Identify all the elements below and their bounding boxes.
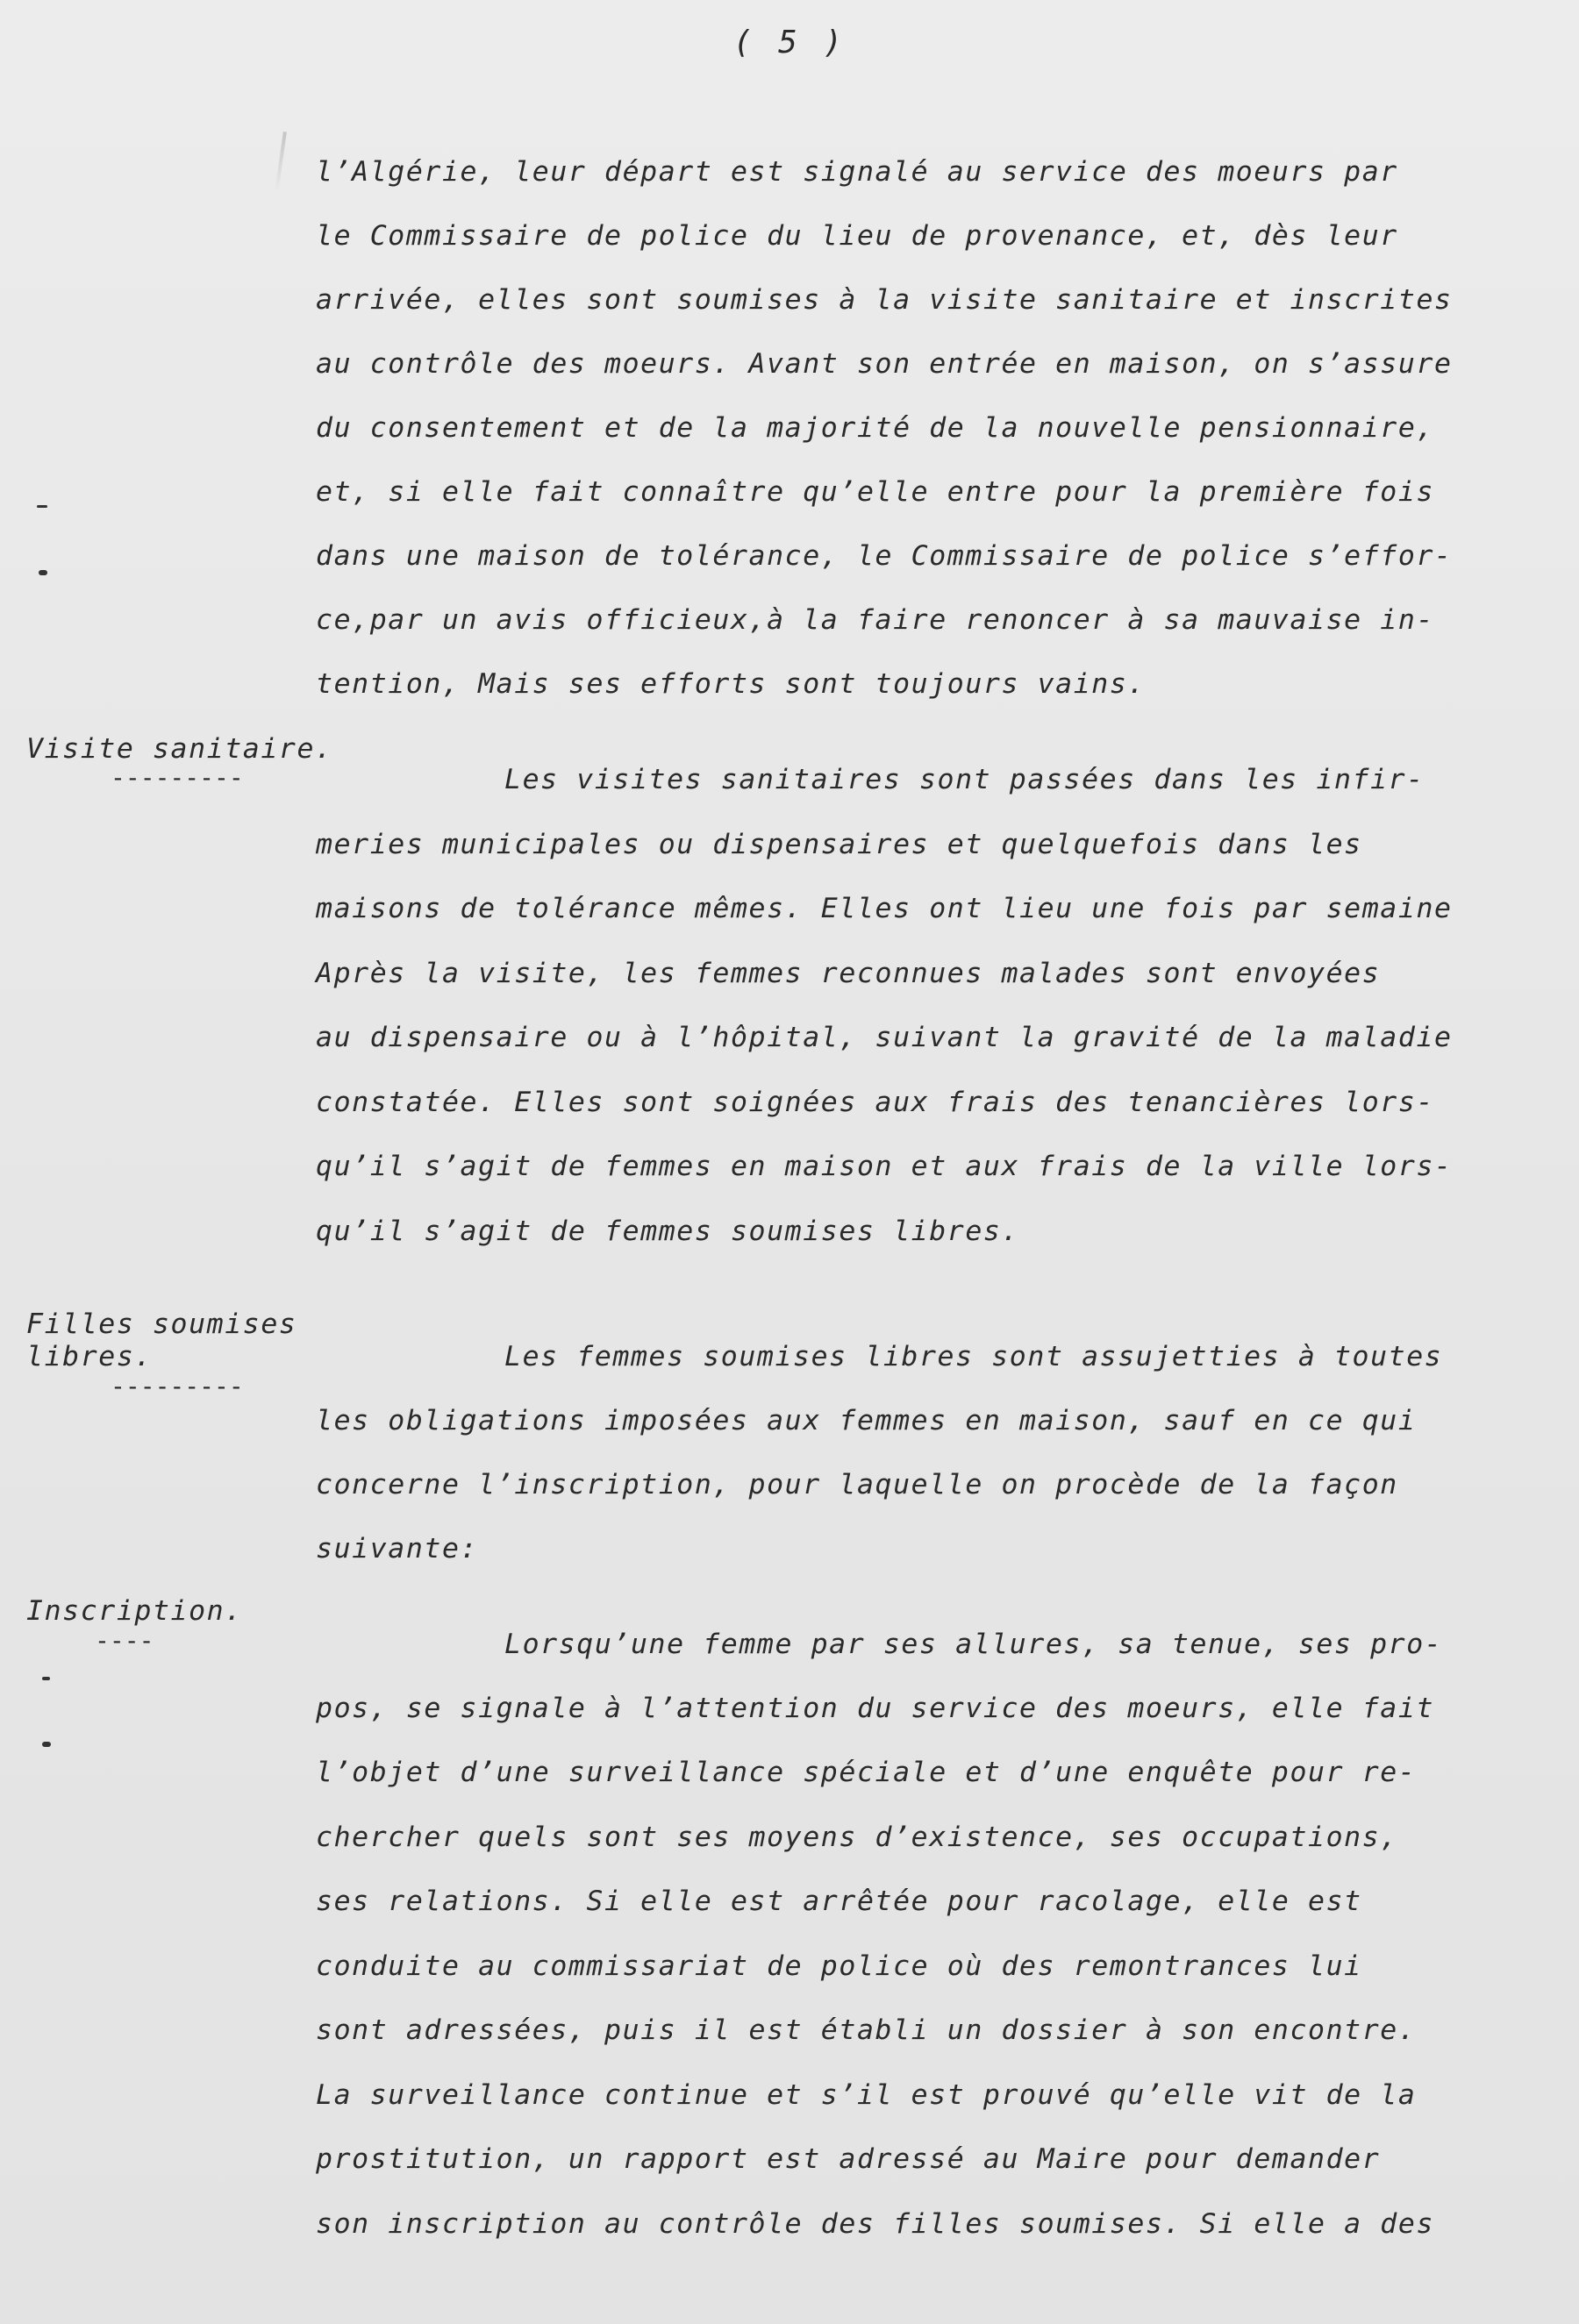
text-line: du consentement et de la majorité de la nouvelle pensionnaire, [316,412,1435,444]
margin-heading-libres: libres. [26,1341,153,1372]
text-line: constatée. Elles sont soignées aux frais des tenancières lors- [316,1087,1435,1118]
margin-speck [42,1742,51,1747]
text-line: meries municipales ou dispensaires et quelquefois dans les [316,829,1362,860]
text-line: ses relations. Si elle est arrêtée pour racolage, elle est [316,1886,1362,1917]
text-line: suivante: [316,1533,479,1565]
margin-speck [37,505,47,508]
margin-speck [39,570,47,575]
text-line: l’objet d’une surveillance spéciale et d’une enquête pour re- [316,1757,1417,1788]
paper-fold-mark [275,132,287,193]
text-line: Les visites sanitaires sont passées dans les infir- [504,764,1425,795]
text-line: ce,par un avis officieux,à la faire renoncer à sa mauvaise in- [316,604,1435,636]
heading-underline: --------- [111,1372,244,1401]
text-line: concerne l’inscription, pour laquelle on procède de la façon [316,1469,1398,1501]
text-line: sont adressées, puis il est établi un dossier à son encontre. [316,2014,1417,2046]
page-number: ( 5 ) [732,25,847,61]
text-line: tention, Mais ses efforts sont toujours vains. [316,668,1146,700]
text-line: La surveillance continue et s’il est prouvé qu’elle vit de la [316,2079,1417,2111]
text-line: au dispensaire ou à l’hôpital, suivant la gravité de la maladie [316,1022,1453,1053]
margin-heading-inscription: Inscription. [26,1595,243,1627]
margin-speck [42,1677,50,1680]
heading-underline: --------- [111,763,244,792]
text-line: dans une maison de tolérance, le Commissaire de police s’effor- [316,540,1453,572]
margin-heading-visite-sanitaire: Visite sanitaire. [26,733,333,765]
text-line: conduite au commissariat de police où des remontrances lui [316,1950,1362,1982]
text-line: qu’il s’agit de femmes en maison et aux frais de la ville lors- [316,1151,1453,1182]
text-line: arrivée, elles sont soumises à la visite sanitaire et inscrites [316,284,1453,316]
heading-underline: ---- [95,1626,154,1655]
text-line: qu’il s’agit de femmes soumises libres. [316,1215,1020,1247]
text-line: le Commissaire de police du lieu de provenance, et, dès leur [316,220,1398,252]
text-line: et, si elle fait connaître qu’elle entre pour la première fois [316,476,1435,508]
margin-heading-filles-soumises: Filles soumises [26,1308,297,1340]
text-line: Les femmes soumises libres sont assujetties à toutes [504,1341,1443,1372]
text-line: l’Algérie, leur départ est signalé au service des moeurs par [316,156,1398,188]
text-line: prostitution, un rapport est adressé au Maire pour demander [316,2143,1381,2175]
text-line: Lorsqu’une femme par ses allures, sa tenue, ses pro- [504,1629,1443,1660]
text-line: chercher quels sont ses moyens d’existence, ses occupations, [316,1821,1398,1853]
text-line: maisons de tolérance mêmes. Elles ont lieu une fois par semaine [316,893,1453,924]
text-line: pos, se signale à l’attention du service des moeurs, elle fait [316,1693,1435,1724]
text-line: les obligations imposées aux femmes en maison, sauf en ce qui [316,1405,1417,1436]
text-line: au contrôle des moeurs. Avant son entrée en maison, on s’assure [316,348,1453,380]
text-line: Après la visite, les femmes reconnues malades sont envoyées [316,958,1381,989]
text-line: son inscription au contrôle des filles soumises. Si elle a des [316,2208,1435,2240]
